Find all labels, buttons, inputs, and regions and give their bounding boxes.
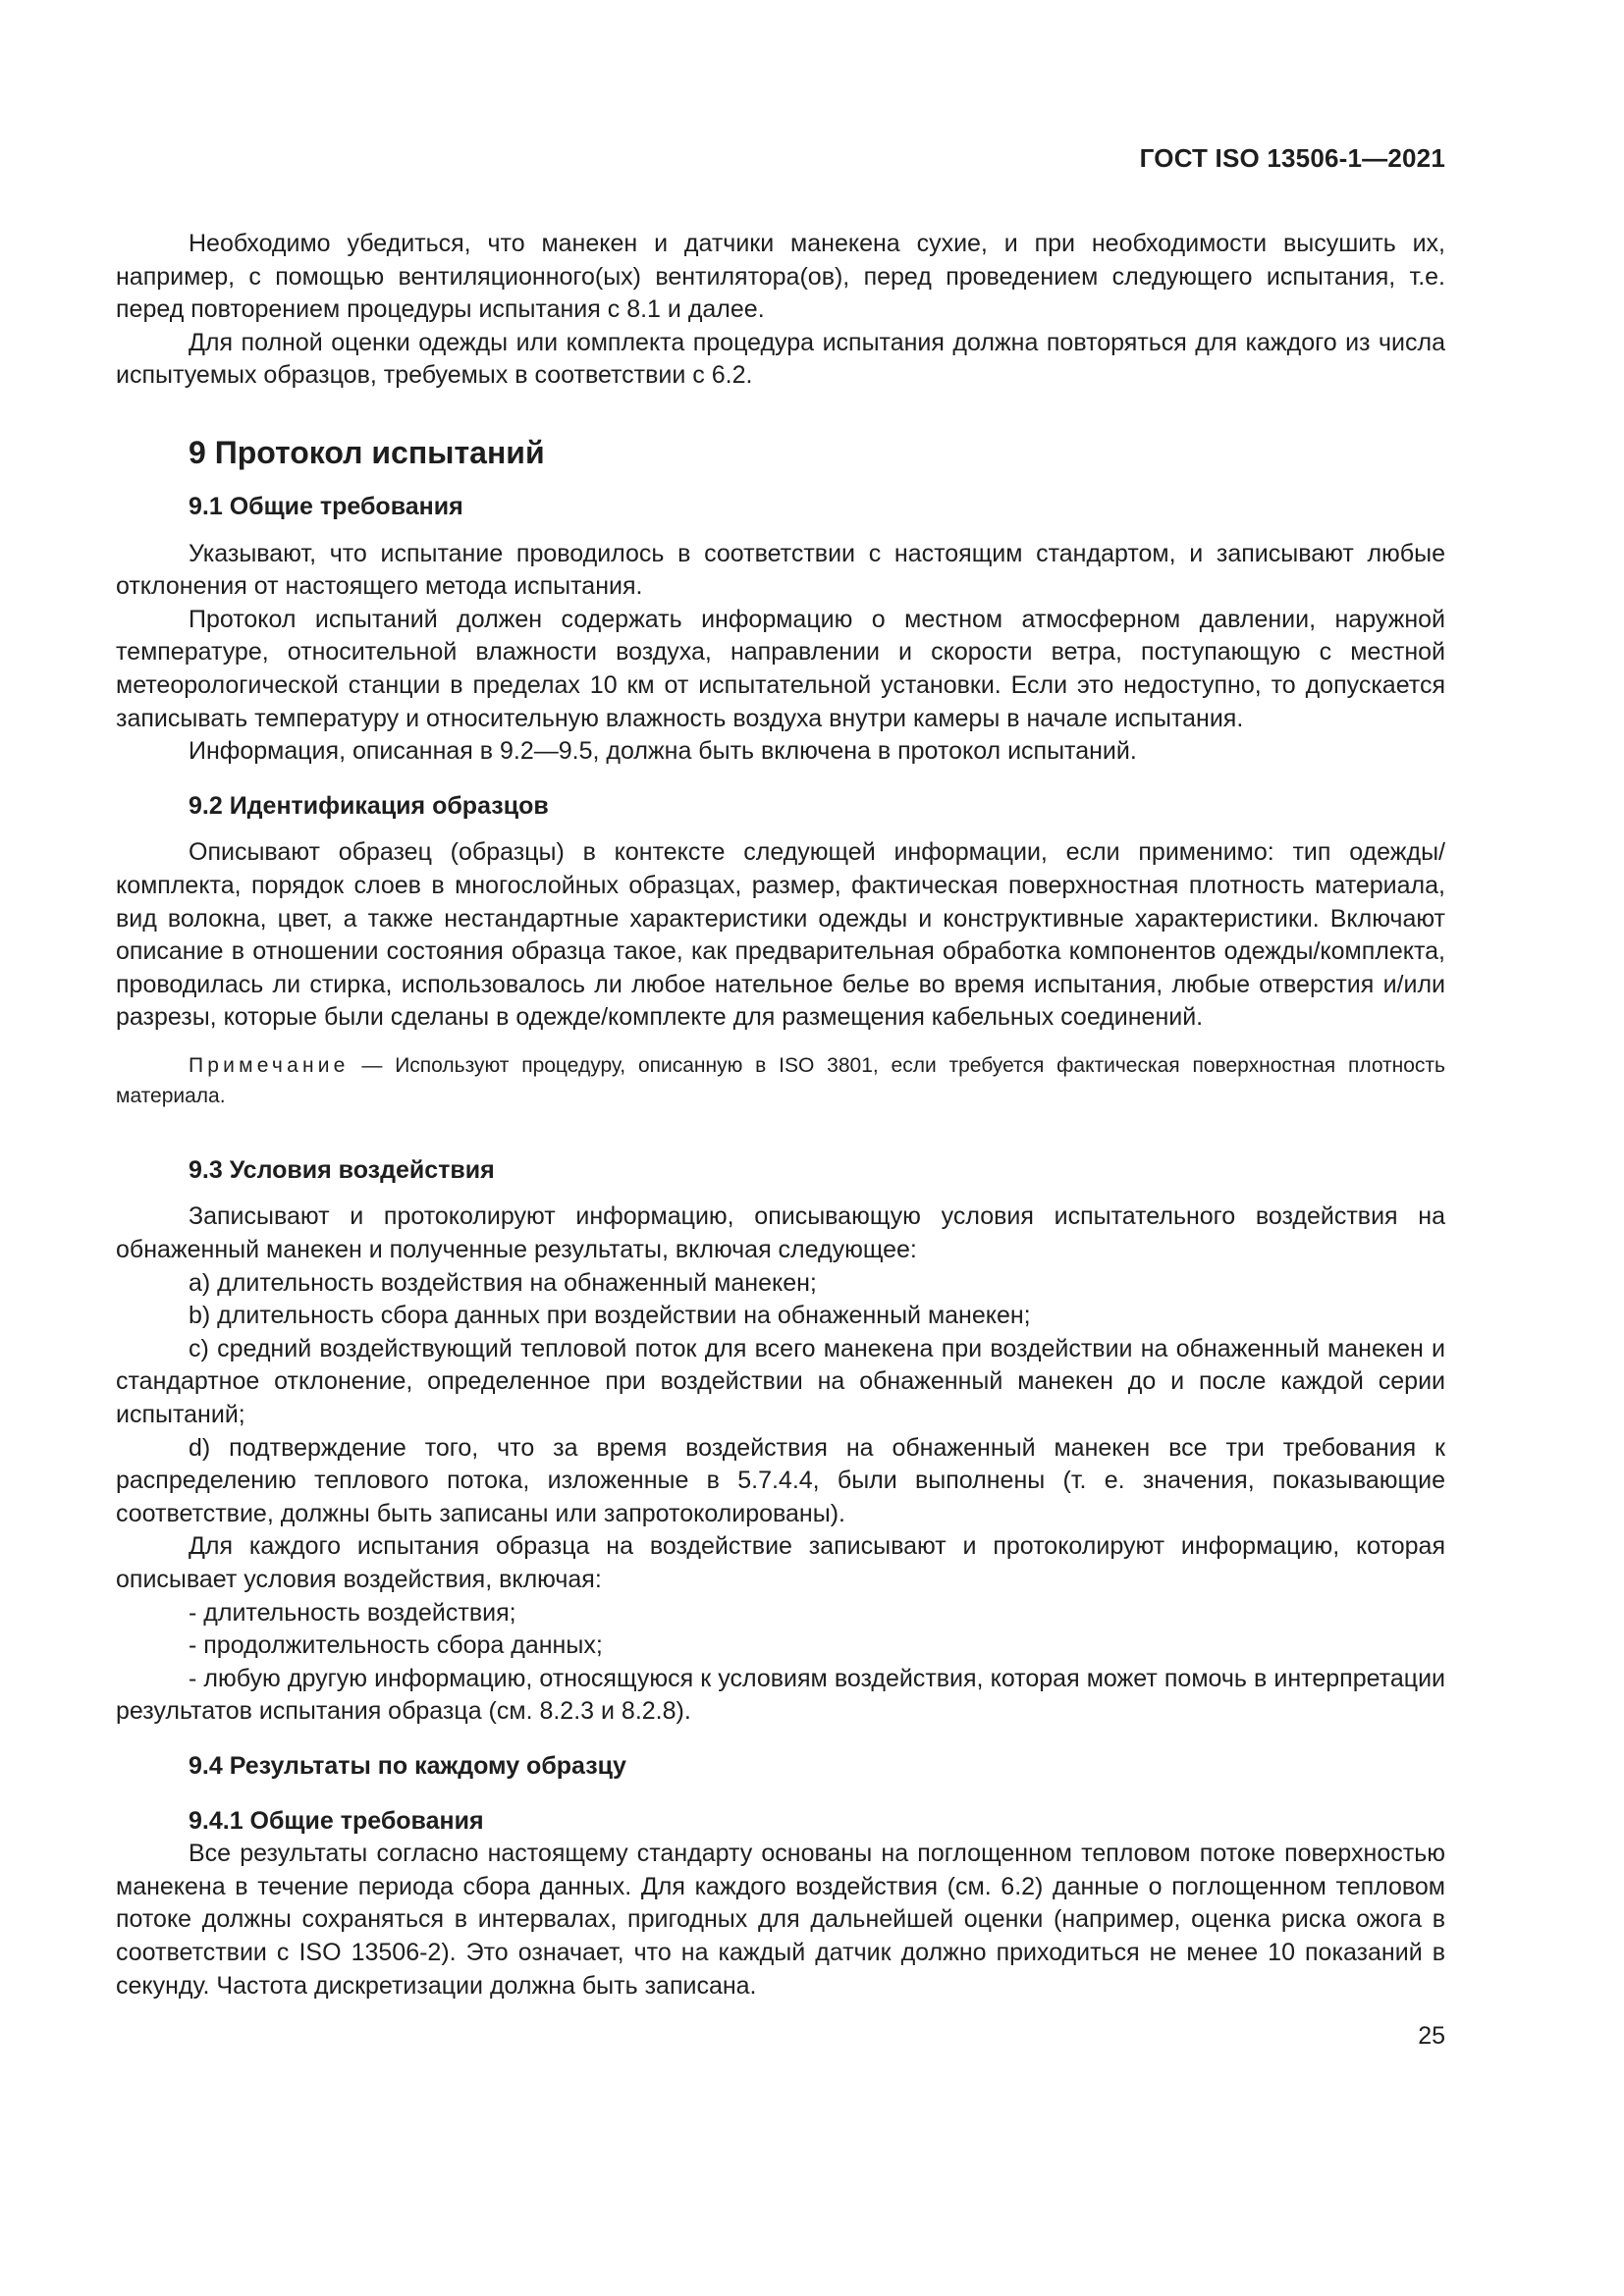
list-item: a) длительность воздействия на обнаженный манекен; [189,1268,817,1297]
subsection-heading: 9.3 Условия воздействия [189,1155,495,1184]
subsection-heading: 9.4 Результаты по каждому образцу [189,1751,626,1780]
subsubsection-heading: 9.4.1 Общие требования [189,1806,484,1835]
subsection-heading: 9.1 Общие требования [189,492,463,520]
list-item: d) подтверждение того, что за время воздействия на обнаженный манекен все три требования к распределению теплового потока, изложенные в 5.7.4.4, были выполнены (т. е. значения, показывающие соответствие, должны быть записаны или запротоколированы). [116,1433,1445,1527]
note-label: Примечание [189,1053,350,1077]
paragraph: Для полной оценки одежды или комплекта процедура испытания должна повторяться для каждого из числа испытуемых образцов, требуемых в соответствии с 6.2. [116,328,1445,390]
paragraph: Для каждого испытания образца на воздействие записывают и протоколируют информацию, которая описывает условия воздействия, включая: [116,1532,1445,1593]
note-text: — Используют процедуру, описанную в ISO 3801, если требуется фактическая поверхностная плотность материала. [116,1053,1445,1107]
paragraph: Информация, описанная в 9.2—9.5, должна быть включена в протокол испытаний. [189,737,1137,766]
list-item: b) длительность сбора данных при воздействии на обнаженный манекен; [189,1302,1031,1330]
page-number: 25 [1418,2022,1445,2050]
note [116,1050,1445,1111]
document-header: ГОСТ ISO 13506-1—2021 [1139,143,1445,173]
paragraph: Все результаты согласно настоящему стандарту основаны на поглощенном тепловом потоке поверхностью манекена в течение периода сбора данных. Для каждого воздействия (см. 6.2) данные о поглощенном тепловом потоке должны сохраняться в интервалах, пригодных для дальнейшей оценки (например, оценка риска ожога в соответствии с ISO 13506-2). Это означает, что на каждый датчик должно приходиться не менее 10 показаний в секунду. Частота дискретизации должна быть записана. [116,1840,1445,2000]
list-item: - длительность воздействия; [189,1598,516,1627]
list-item: - продолжительность сбора данных; [189,1631,603,1660]
list-item: - любую другую информацию, относящуюся к условиям воздействия, которая может помочь в интерпретации результатов испытания образца (см. 8.2.3 и 8.2.8). [116,1664,1445,1726]
paragraph: Записывают и протоколируют информацию, описывающую условия испытательного воздействия на обнаженный манекен и полученные результаты, включая следующее: [116,1202,1445,1264]
paragraph: Необходимо убедиться, что манекен и датчики манекена сухие, и при необходимости высушить их, например, с помощью вентиляционного(ых) вентилятора(ов), перед проведением следующего испытания, т.е. перед повторением процедуры испытания с 8.1 и далее. [116,230,1445,324]
paragraph: Протокол испытаний должен содержать информацию о местном атмосферном давлении, наружной температуре, относительной влажности воздуха, направлении и скорости ветра, поступающую с местной метеорологической станции в пределах 10 км от испытательной установки. Если это недоступно, то допускается записывать температуру и относительную влажность воздуха внутри камеры в начале испытания. [116,605,1445,732]
document-body [116,228,1445,2002]
subsection-heading: 9.2 Идентификация образцов [189,791,549,820]
list-item: c) средний воздействующий тепловой поток для всего манекена при воздействии на обнаженный манекен и стандартное отклонение, определенное при воздействии на обнаженный манекен до и после каждой серии испытаний; [116,1334,1445,1429]
section-heading: 9 Протокол испытаний [189,434,545,470]
paragraph: Описывают образец (образцы) в контексте следующей информации, если применимо: тип одежды/комплекта, порядок слоев в многослойных образцах, размер, фактическая поверхностная плотность материала, вид волокна, цвет, а также нестандартные характеристики одежды и конструктивные характеристики. Включают описание в отношении состояния образца такое, как предварительная обработка компонентов одежды/комплекта, проводилась ли стирка, использовалось ли любое нательное белье во время испытания, любые отверстия и/или разрезы, которые были сделаны в одежде/комплекте для размещения кабельных соединений. [116,838,1445,1032]
paragraph: Указывают, что испытание проводилось в соответствии с настоящим стандартом, и записывают любые отклонения от настоящего метода испытания. [116,539,1445,601]
